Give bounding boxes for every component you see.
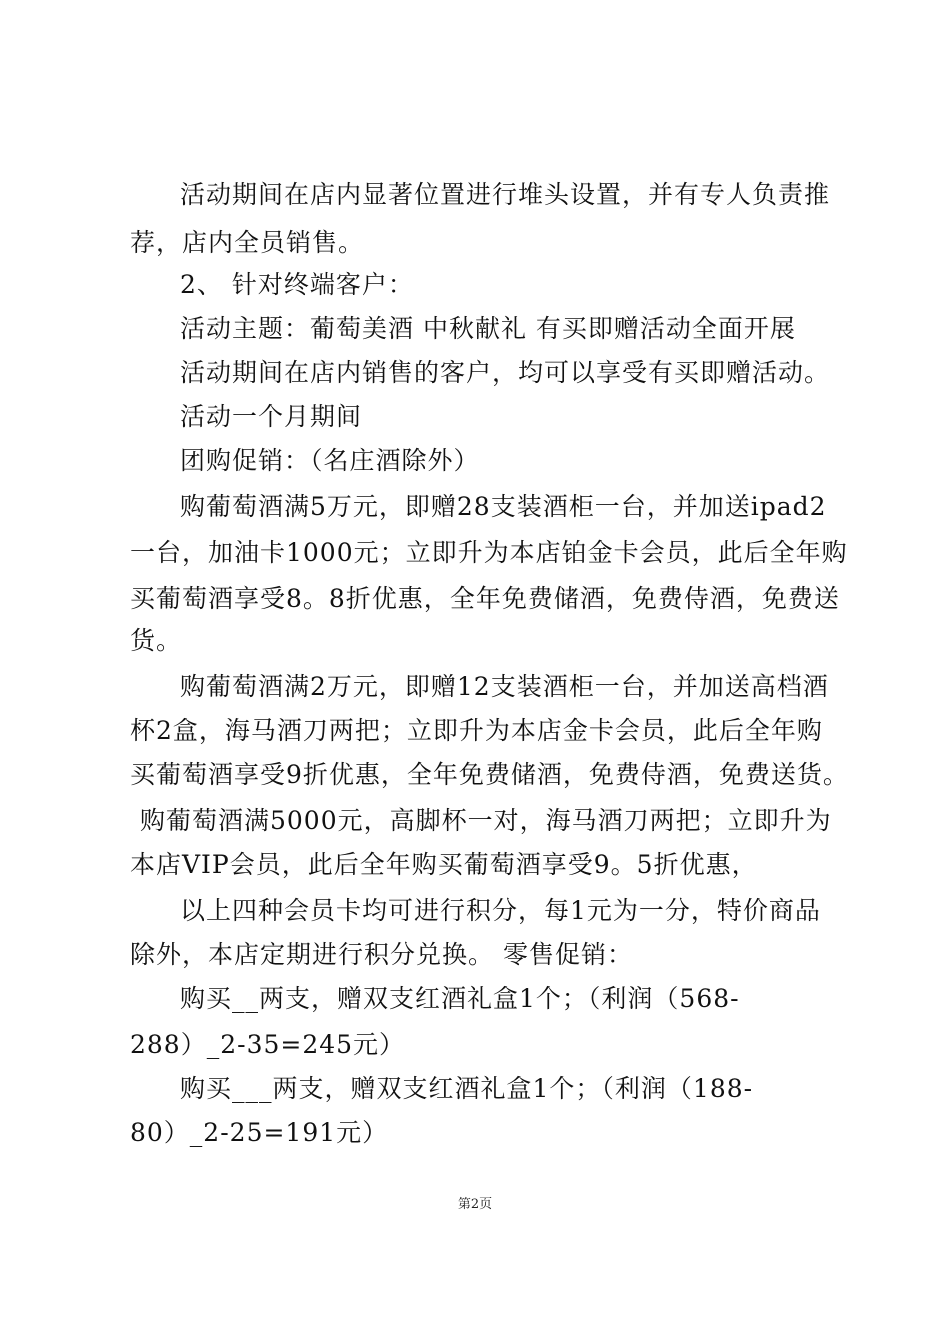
section-heading: 2、 针对终端客户： (180, 270, 414, 299)
paragraph-line: 购葡萄酒满2万元，即赠12支装酒柜一台，并加送高档酒 (180, 672, 829, 701)
paragraph-line: 活动期间在店内显著位置进行堆头设置，并有专人负责推 (180, 180, 831, 209)
paragraph-line: 货。 (130, 626, 183, 655)
paragraph-line: 购买__两支，赠双支红酒礼盒1个；（利润（568- (180, 984, 740, 1013)
paragraph-line: 活动主题：葡萄美酒 中秋献礼 有买即赠活动全面开展 (180, 314, 796, 343)
paragraph-line: 团购促销：（名庄酒除外） (180, 446, 480, 475)
paragraph-line: 活动一个月期间 (180, 402, 363, 431)
paragraph-line: 80）_2-25=191元） (130, 1118, 389, 1147)
paragraph-line: 购买___两支，赠双支红酒礼盒1个；（利润（188- (180, 1074, 754, 1103)
paragraph-line: 活动期间在店内销售的客户，均可以享受有买即赠活动。 (180, 358, 831, 387)
paragraph-line: 荐，店内全员销售。 (130, 228, 365, 257)
paragraph-line: 288）_2-35=245元） (130, 1030, 406, 1059)
paragraph-line: 一台，加油卡1000元；立即升为本店铂金卡会员，此后全年购 (130, 538, 848, 567)
paragraph-line: 本店VIP会员，此后全年购买葡萄酒享受9。5折优惠， (130, 850, 758, 879)
paragraph-line: 买葡萄酒享受8。8折优惠，全年免费储酒，免费侍酒，免费送 (130, 584, 840, 613)
paragraph-line: 杯2盒，海马酒刀两把；立即升为本店金卡会员，此后全年购 (130, 716, 823, 745)
paragraph-line: 购葡萄酒满5000元，高脚杯一对，海马酒刀两把；立即升为 (140, 806, 832, 835)
paragraph-line: 购葡萄酒满5万元，即赠28支装酒柜一台，并加送ipad2 (180, 492, 827, 521)
paragraph-line: 以上四种会员卡均可进行积分，每1元为一分，特价商品 (180, 896, 821, 925)
page-number: 第2页 (457, 1197, 493, 1212)
paragraph-line: 除外，本店定期进行积分兑换。 零售促销： (130, 940, 633, 969)
paragraph-line: 买葡萄酒享受9折优惠，全年免费储酒，免费侍酒，免费送货。 (130, 760, 849, 789)
